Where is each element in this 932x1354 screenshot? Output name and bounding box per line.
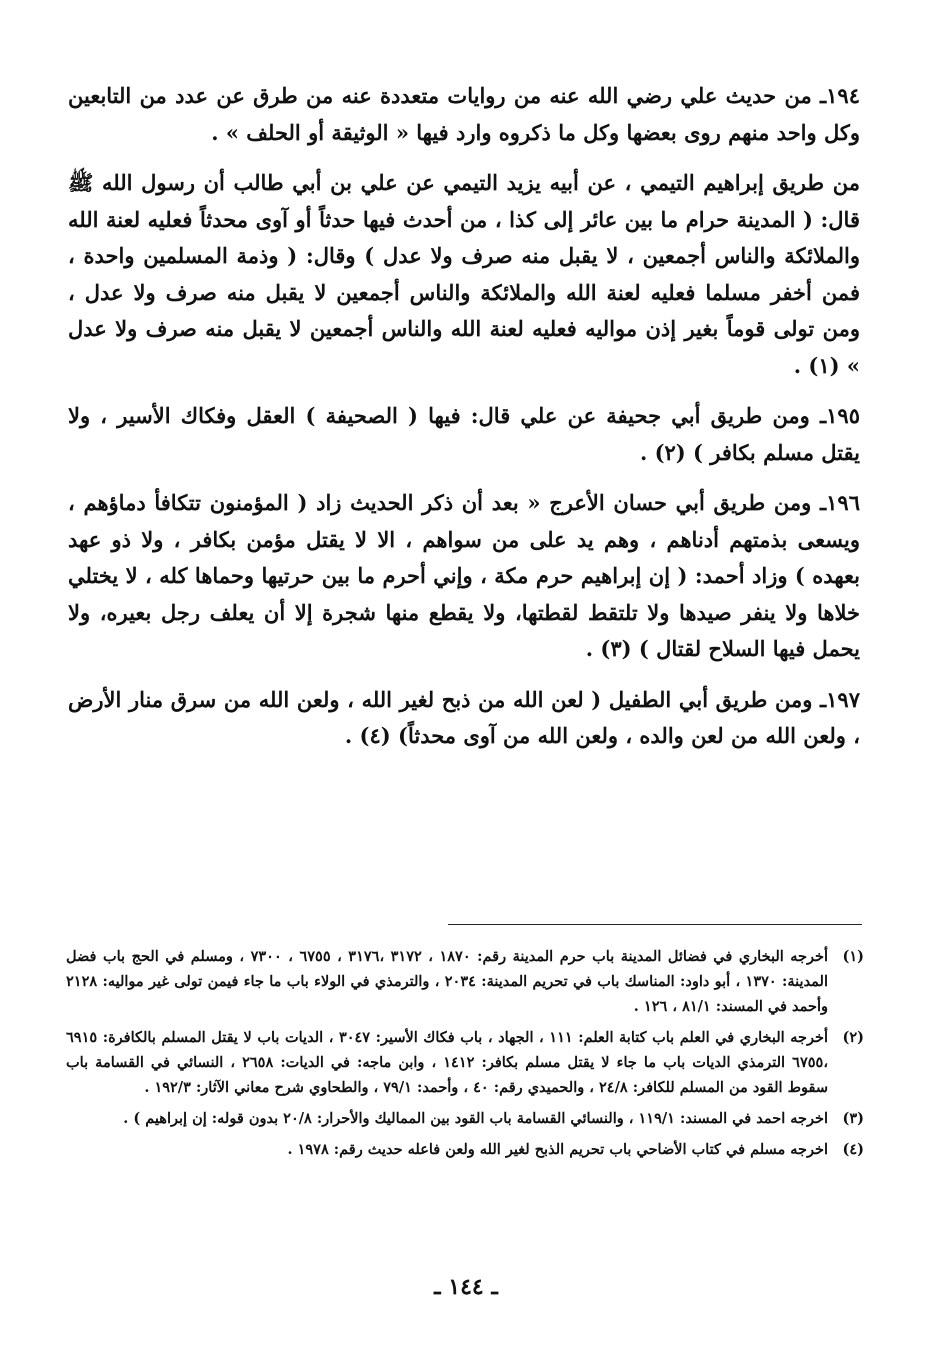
footnote-number: (٢): [842, 1029, 864, 1046]
footnote-text: أخرجه البخاري في العلم باب كتابة العلم: ١١١ ، الجهاد ، باب فكاك الأسير: ٣٠٤٧ ، الديات باب لا يقتل المسلم بالكافرة: ٦٩١٥ ،٦٧٥٥ الترمذي الديات باب ما جاء لا يقتل مسلم بكافر: ١٤١٢ ، وابن ماجه: في الديات: ٢٦٥٨ ، النسائي في القسامة باب سقوط القود من المسلم للكافر: ٢٤/٨ ، والحميدي رقم: ٤٠ ، وأحمد: ٧٩/١ ، والطحاوي شرح معاني الآثار: ١٩٢/٣ .: [66, 1029, 828, 1096]
paragraph-194-continued: من طريق إبراهيم التيمي ، عن أبيه يزيد التيمي عن علي بن أبي طالب أن رسول الله ﷺ قال: ( المدينة حرام ما بين عائر إلى كذا ، من أحدث فيها حدثاً أو آوى محدثاً فعليه لعنة الله والملائكة والناس أجمعين ، لا يقبل منه صرف ولا عدل ) وقال: ( وذمة المسلمين واحدة ، فمن أخفر مسلما فعليه لعنة الله والملائكة والناس أجمعين لا يقبل منه صرف ولا عدل ، ومن تولى قوماً بغير إذن مواليه فعليه لعنة الله والناس أجمعين لا يقبل منه صرف ولا عدل » (١) .: [68, 170, 860, 378]
paragraph-196: ١٩٦ـ ومن طريق أبي حسان الأعرج « بعد أن ذكر الحديث زاد ( المؤمنون تتكافأ دماؤهم ، ويسعى بذمتهم أدناهم ، وهم يد على من سواهم ، الا لا يقتل مؤمن بكافر ، ولا ذو عهد بعهده ) وزاد أحمد: ( إن إبراهيم حرم مكة ، وإني أحرم ما بين حرتيها وحماها كله ، لا يختلي خلاها ولا ينفر صيدها ولا تلتقط لقطتها، ولا يقطع منها شجرة إلا أن يعلف رجل بعيره، ولا يحمل فيها السلاح لقتال ) (٣) .: [68, 490, 860, 661]
footnote-text: أخرجه البخاري في فضائل المدينة باب حرم المدينة رقم: ١٨٧٠ ، ٣١٧٢ ،٣١٧٦ ، ٦٧٥٥ ، ٧٣٠٠ ، ومسلم في الحج باب فضل المدينة: ١٣٧٠ ، أبو داود: المناسك باب في تحريم المدينة: ٢٠٣٤ ، والترمذي في الولاء باب ما جاء فيمن تولى غير مواليه: ٢١٢٨ وأحمد في المسند: ٨١/١ ، ١٢٦ .: [66, 948, 829, 1015]
footnote-separator: [448, 924, 862, 925]
footnote-item: [66, 1106, 864, 1131]
footnotes: [66, 944, 864, 1168]
footnote-number: (٣): [842, 1110, 864, 1127]
footnote-item: [66, 1025, 864, 1100]
main-text: [68, 78, 860, 769]
paragraph-195: ١٩٥ـ ومن طريق أبي جحيفة عن علي قال: فيها ( الصحيفة ) العقل وفكاك الأسير ، ولا يقتل مسلم بكافر ) (٢) .: [68, 403, 860, 465]
footnote-number: (٤): [842, 1141, 864, 1158]
paragraph-197: ١٩٧ـ ومن طريق أبي الطفيل ( لعن الله من ذبح لغير الله ، ولعن الله من سرق منار الأرض ، ولعن الله من لعن والده ، ولعن الله من آوى محدثاً) (٤) .: [68, 686, 860, 748]
footnote-text: اخرجه احمد في المسند: ١١٩/١ ، والنسائي القسامة باب القود بين المماليك والأحرار: ٢٠/٨ بدون قوله: إن إبراهيم ) .: [123, 1110, 828, 1127]
footnote-item: [66, 944, 864, 1019]
footnote-number: (١): [842, 948, 864, 965]
paragraph-194: ١٩٤ـ من حديث علي رضي الله عنه من روايات متعددة عنه من طرق عن عدد من التابعين وكل واحد منهم روى بعضها وكل ما ذكروه وارد فيها « الوثيقة أو الحلف » .: [68, 83, 860, 145]
footnote-text: اخرجه مسلم في كتاب الأضاحي باب تحريم الذبح لغير الله ولعن فاعله حديث رقم: ١٩٧٨ .: [287, 1141, 828, 1158]
footnote-item: [66, 1137, 864, 1162]
page-number: ـ ١٤٤ ـ: [434, 1274, 498, 1300]
